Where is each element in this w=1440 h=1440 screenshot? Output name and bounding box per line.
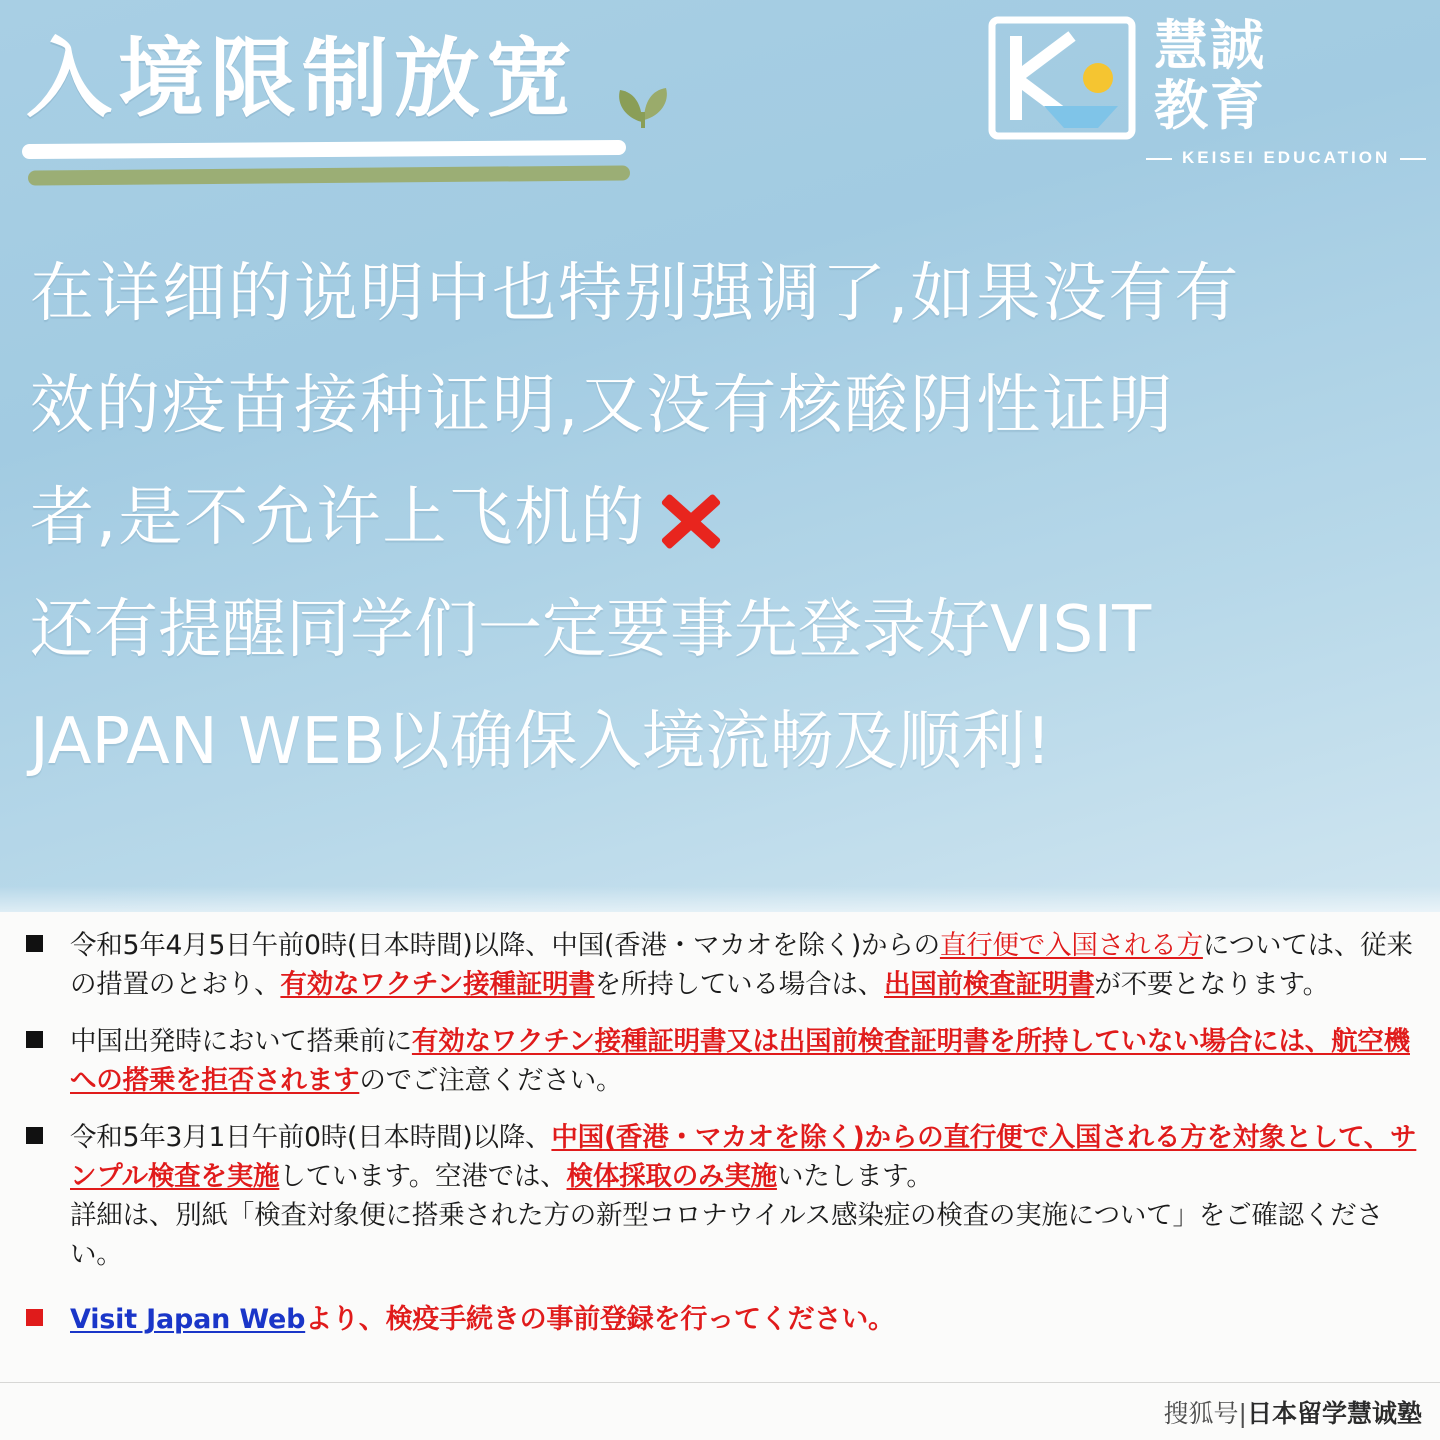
page-title: 入境限制放宽	[26, 29, 578, 129]
poster-body-line-1: 在详细的说明中也特别强调了,如果没有有	[30, 257, 1241, 331]
poster-body-line-4: 还有提醒同学们一定要事先登录好VISIT	[30, 593, 1152, 667]
watermark	[1164, 1394, 1422, 1430]
notice-item-visit-japan-web	[22, 1300, 1422, 1339]
notice-text-1e: 有効なワクチン接種証明書	[280, 969, 595, 1000]
notice-text-3f: 詳細は、別紙「検査対象便に搭乗された方の新型コロナウイルス感染症の検査の実施について」をご確認ください。	[70, 1200, 1383, 1270]
brand-name-cn	[1154, 16, 1266, 137]
notice-text-1f: を所持している場合は、	[594, 969, 884, 1000]
black-square-bullet-icon	[26, 1031, 43, 1048]
notice-text-3e: いたします。	[776, 1161, 933, 1192]
black-square-bullet-icon	[26, 935, 43, 952]
poster-body-line-5: JAPAN WEB以确保入境流畅及顺利!	[30, 705, 1052, 779]
watermark-prefix: 搜狐号|	[1163, 1399, 1247, 1428]
official-notice-document	[0, 912, 1440, 1440]
red-cross-icon	[652, 487, 726, 551]
poster-body-line-3: 者,是不允许上飞机的	[30, 481, 647, 555]
brand-name-cn-line2: 教育	[1154, 74, 1266, 138]
brand-name-en: KEISEI EDUCATION	[1182, 148, 1391, 167]
notice-item	[22, 926, 1422, 1004]
notice-text-4b: より、検疫手続きの事前登録を行ってください。	[305, 1304, 895, 1335]
leaf-icon	[612, 72, 674, 128]
watermark-account: 日本留学慧诚塾	[1246, 1399, 1422, 1428]
notice-text-1h: が不要となります。	[1094, 969, 1329, 1000]
notice-text-1b: 直行便で入国される方	[939, 930, 1203, 961]
notice-text-1a: 令和5年4月5日午前0時(日本時間)以降、中国(香港・マカオを除く)からの	[70, 930, 940, 961]
notice-text-3b: 中国(香港・マカオを除く)からの直行便で入国される方を対象として、サンプル検査を実施	[70, 1122, 1417, 1192]
brand-logo	[986, 10, 1416, 180]
red-square-bullet-icon	[26, 1309, 43, 1326]
notice-item	[22, 1118, 1422, 1274]
brand-name-cn-line1: 慧誠	[1154, 14, 1266, 77]
document-divider	[0, 1382, 1440, 1383]
notice-text-3d: 検体採取のみ実施	[566, 1161, 777, 1192]
title-underline	[22, 142, 632, 190]
notice-text-1d: ついては、従来の措置のとおり、	[70, 930, 1413, 1000]
notice-item	[22, 1022, 1422, 1100]
poster-body	[30, 238, 1410, 798]
notice-text-2a: 中国出発時において搭乗前に	[70, 1026, 412, 1057]
visit-japan-web-link[interactable]: Visit Japan Web	[70, 1304, 306, 1335]
notice-text-1g: 出国前検査証明書	[884, 969, 1095, 1000]
poster-body-line-2: 效的疫苗接种证明,又没有核酸阴性证明	[30, 369, 1175, 443]
notice-text-2c: のでご注意ください。	[359, 1065, 623, 1096]
notice-text-3a: 令和5年3月1日午前0時(日本時間)以降、	[70, 1122, 552, 1153]
black-square-bullet-icon	[26, 1127, 43, 1144]
notice-text-3c: しています。空港では、	[279, 1161, 567, 1192]
notice-text-2b: 有効なワクチン接種証明書又は出国前検査証明書を所持していない場合には、航空機への搭乗を拒否されます	[70, 1026, 1410, 1096]
notice-text-1c: に	[1202, 930, 1229, 961]
keisei-k-logo-icon	[986, 14, 1138, 142]
brand-name-en-wrap	[1136, 148, 1436, 168]
